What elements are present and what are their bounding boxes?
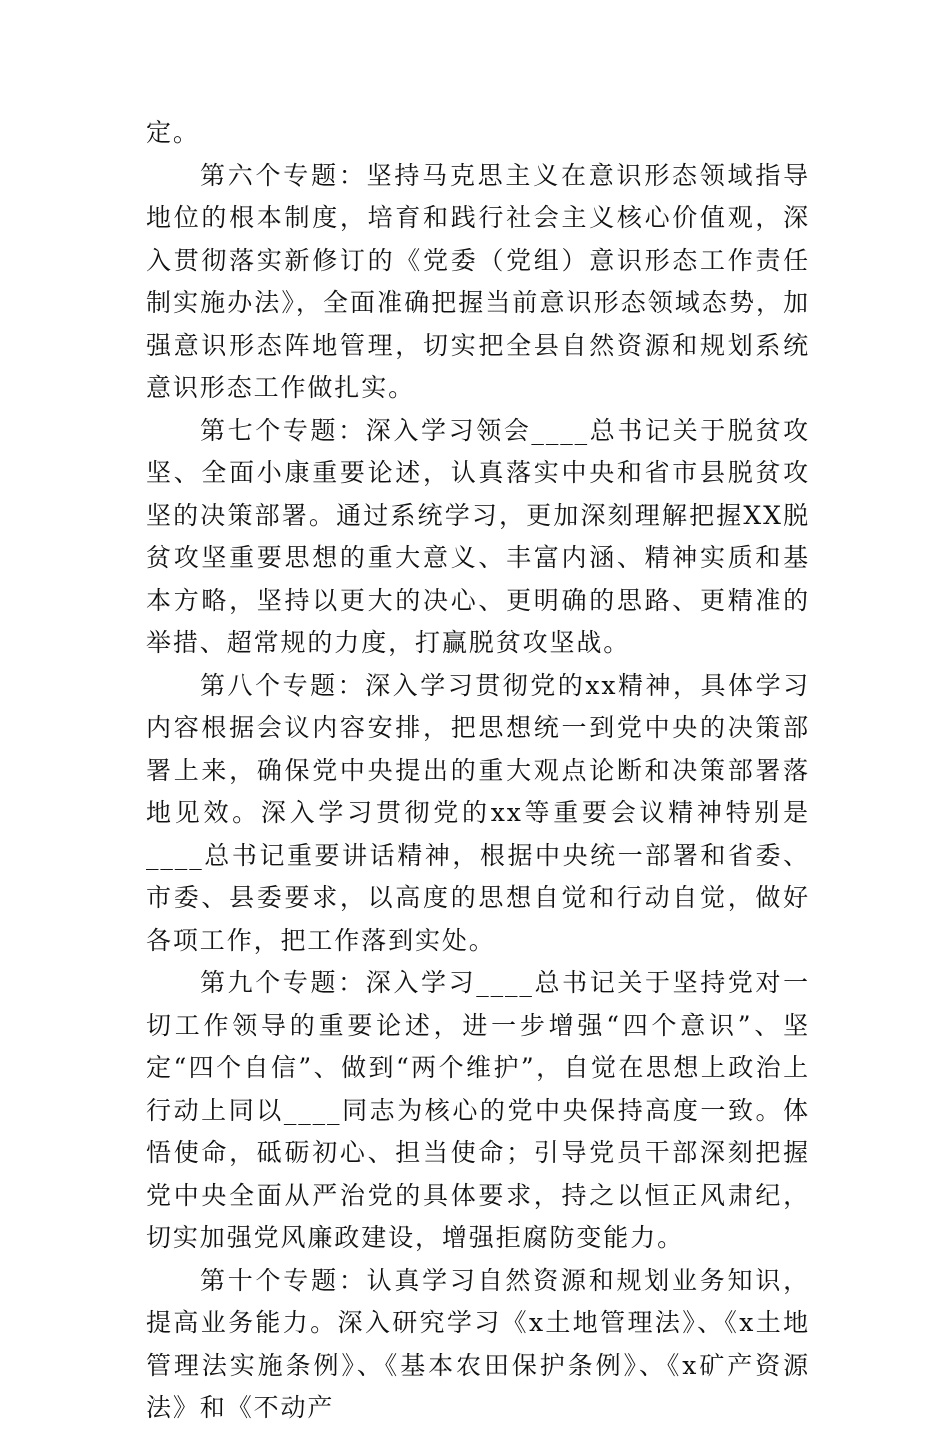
paragraph-topic-9: 第九个专题：深入学习____总书记关于坚持党对一切工作领导的重要论述，进一步增强“四个意识”、坚定“四个自信”、做到“两个维护”，自觉在思想上政治上行动上同以____同志为核心的党中央保持高度一致。体悟使命，砥砺初心、担当使命；引导党员干部深刻把握党中央全面从严治党的具体要求，持之以恒正风肃纪，切实加强党风廉政建设，增强拒腐防变能力。 (146, 968, 810, 1252)
document-page (146, 112, 810, 1430)
paragraph-continuation: 定。 (146, 118, 200, 147)
paragraph-topic-7: 第七个专题：深入学习领会____总书记关于脱贫攻坚、全面小康重要论述，认真落实中央和省市县脱贫攻坚的决策部署。通过系统学习，更加深刻理解把握XX脱贫攻坚重要思想的重大意义、丰富内涵、精神实质和基本方略，坚持以更大的决心、更明确的思路、更精准的举措、超常规的力度，打赢脱贫攻坚战。 (146, 415, 810, 657)
paragraph-topic-6: 第六个专题：坚持马克思主义在意识形态领域指导地位的根本制度，培育和践行社会主义核心价值观，深入贯彻落实新修订的《党委（党组）意识形态工作责任制实施办法》，全面准确把握当前意识形态领域态势，加强意识形态阵地管理，切实把全县自然资源和规划系统意识形态工作做扎实。 (146, 160, 810, 402)
paragraph-topic-8: 第八个专题：深入学习贯彻党的xx精神，具体学习内容根据会议内容安排，把思想统一到党中央的决策部署上来，确保党中央提出的重大观点论断和决策部署落地见效。深入学习贯彻党的xx等重要会议精神特别是____总书记重要讲话精神，根据中央统一部署和省委、市委、县委要求，以高度的思想自觉和行动自觉，做好各项工作，把工作落到实处。 (146, 670, 810, 955)
paragraph-topic-10: 第十个专题：认真学习自然资源和规划业务知识，提高业务能力。深入研究学习《x土地管理法》、《x土地管理法实施条例》、《基本农田保护条例》、《x矿产资源法》和《不动产 (146, 1265, 810, 1422)
